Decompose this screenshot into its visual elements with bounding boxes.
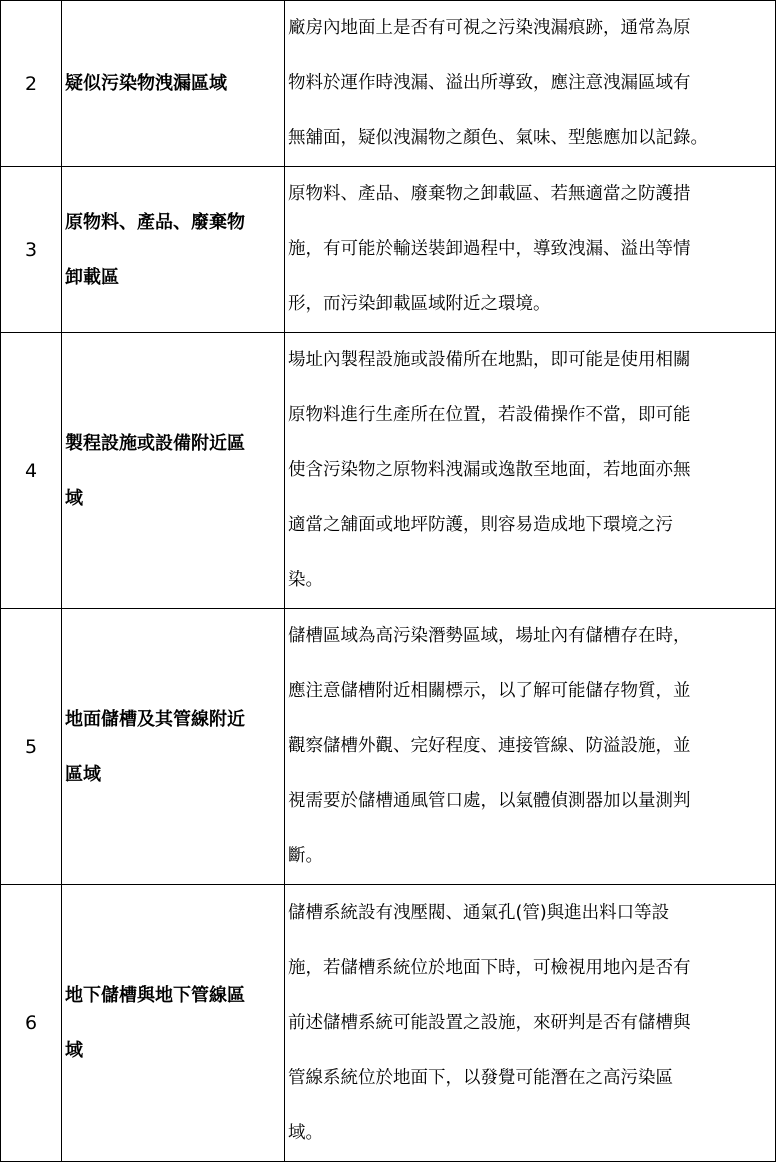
description-line: 視需要於儲槽通風管口處，以氣體偵測器加以量測判 <box>288 791 691 811</box>
description-line: 適當之舖面或地坪防護，則容易造成地下環境之污 <box>288 515 673 535</box>
area-name-line: 域 <box>65 1040 83 1061</box>
area-name-cell <box>62 1 285 167</box>
description-line: 染。 <box>288 570 323 590</box>
description-line: 形，而污染卸載區域附近之環境。 <box>288 294 551 314</box>
description-line: 管線系統位於地面下，以發覺可能潛在之高污染區 <box>288 1067 673 1088</box>
description-cell <box>285 1 776 167</box>
description-line: 儲槽區域為高污染潛勢區域，場址內有儲槽存在時， <box>288 626 691 646</box>
row-number: 3 <box>1 167 62 333</box>
description-cell <box>285 609 776 885</box>
description-line: 前述儲槽系統可能設置之設施，來研判是否有儲槽與 <box>288 1012 691 1033</box>
row-number: 6 <box>1 885 62 1162</box>
description-line: 應注意儲槽附近相關標示，以了解可能儲存物質，並 <box>288 681 691 701</box>
table-row <box>1 333 776 609</box>
description-line: 廠房內地面上是否有可視之污染洩漏痕跡，通常為原 <box>288 18 691 38</box>
area-name-line: 疑似污染物洩漏區域 <box>65 73 227 94</box>
description-line: 施，若儲槽系統位於地面下時，可檢視用地內是否有 <box>288 957 691 978</box>
area-name-line: 地下儲槽與地下管線區 <box>65 985 245 1006</box>
area-name-line: 卸載區 <box>65 266 119 288</box>
description-cell <box>285 333 776 609</box>
description-cell <box>285 167 776 333</box>
table-row <box>1 609 776 885</box>
description-cell <box>285 885 776 1162</box>
area-name-line: 原物料、產品、廢棄物 <box>65 211 245 233</box>
description-line: 原物料、產品、廢棄物之卸載區、若無適當之防護措 <box>288 184 691 204</box>
table-row <box>1 885 776 1162</box>
row-number: 2 <box>1 1 62 167</box>
description-line: 域。 <box>288 1122 323 1143</box>
area-name-cell <box>62 609 285 885</box>
description-line: 原物料進行生產所在位置，若設備操作不當，即可能 <box>288 405 691 425</box>
description-line: 觀察儲槽外觀、完好程度、連接管線、防溢設施，並 <box>288 736 691 756</box>
description-line: 施，有可能於輸送裝卸過程中，導致洩漏、溢出等情 <box>288 239 691 259</box>
description-line: 物料於運作時洩漏、溢出所導致，應注意洩漏區域有 <box>288 73 691 93</box>
area-name-line: 區域 <box>65 763 101 785</box>
area-name-cell <box>62 885 285 1162</box>
table-row <box>1 167 776 333</box>
area-name-line: 域 <box>65 487 83 509</box>
description-line: 無舖面，疑似洩漏物之顏色、氣味、型態應加以記錄。 <box>288 128 708 148</box>
area-name-line: 製程設施或設備附近區 <box>65 432 245 454</box>
description-line: 斷。 <box>288 846 323 866</box>
description-line: 使含污染物之原物料洩漏或逸散至地面，若地面亦無 <box>288 460 691 480</box>
area-name-cell <box>62 167 285 333</box>
row-number: 4 <box>1 333 62 609</box>
description-line: 場址內製程設施或設備所在地點，即可能是使用相關 <box>288 350 691 370</box>
row-number: 5 <box>1 609 62 885</box>
area-name-line: 地面儲槽及其管線附近 <box>65 708 245 730</box>
area-name-cell <box>62 333 285 609</box>
table-row <box>1 1 776 167</box>
description-line: 儲槽系統設有洩壓閥、通氣孔(管)與進出料口等設 <box>288 902 670 923</box>
